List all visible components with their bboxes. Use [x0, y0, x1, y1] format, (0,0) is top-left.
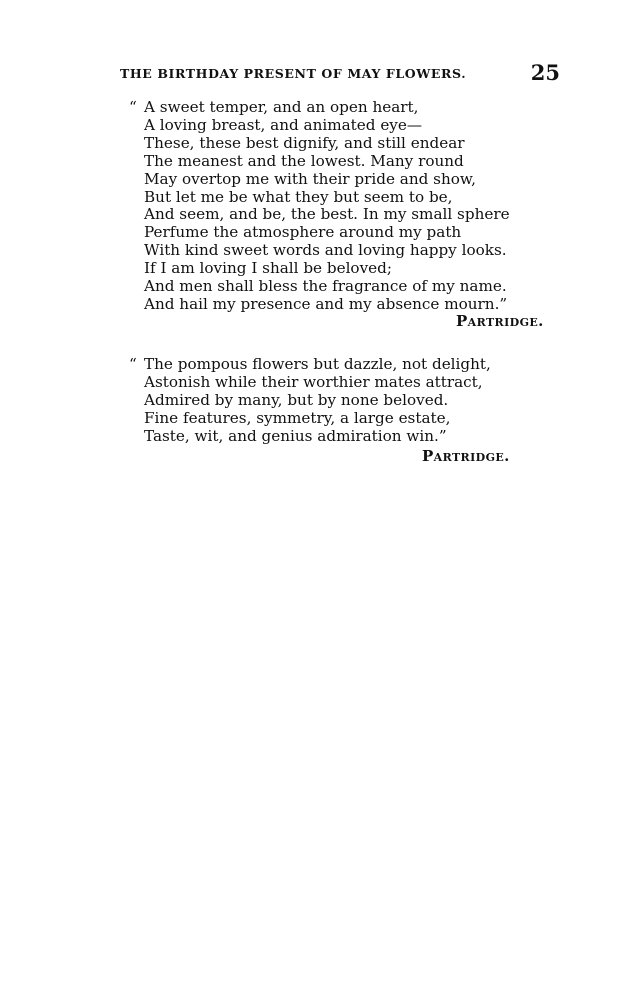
poem-line: Fine features, symmetry, a large estate,: [144, 408, 451, 427]
poem-line-text: A sweet temper, and an open heart,: [144, 98, 419, 116]
open-quote: “: [129, 98, 137, 116]
poem-line: Taste, wit, and genius admiration win.”: [144, 426, 447, 445]
poem-line-text: The pompous flowers but dazzle, not delight,: [144, 355, 491, 373]
poem-line: Perfume the atmosphere around my path: [144, 223, 462, 242]
poem-line: If I am loving I shall be beloved;: [144, 259, 392, 278]
open-quote: “: [129, 355, 137, 373]
poem-line: These, these best dignify, and still endear: [144, 133, 465, 152]
poem-line: [129, 99, 510, 117]
poem-two: [129, 356, 491, 446]
poem-line: And men shall bless the fragrance of my name.: [144, 277, 507, 296]
poem-line: But let me be what they but seem to be,: [144, 187, 453, 206]
poem-line: The meanest and the lowest. Many round: [144, 151, 464, 170]
poem-line: Astonish while their worthier mates attract,: [144, 372, 483, 391]
poem-line: With kind sweet words and loving happy looks.: [144, 241, 507, 260]
poem-one: [129, 99, 510, 314]
page-number: 25: [530, 60, 560, 85]
poem-line: And seem, and be, the best. In my small sphere: [144, 205, 510, 224]
poem-two-attribution: Partridge.: [422, 447, 510, 465]
running-head: [120, 60, 560, 85]
poem-line: Admired by many, but by none beloved.: [144, 390, 449, 409]
poem-line: A loving breast, and animated eye—: [144, 115, 423, 134]
poem-line: And hail my presence and my absence mourn.”: [144, 294, 508, 313]
poem-line: [129, 356, 491, 374]
running-title: THE BIRTHDAY PRESENT OF MAY FLOWERS.: [120, 66, 467, 81]
poem-one-attribution: Partridge.: [456, 312, 544, 330]
poem-line: May overtop me with their pride and show,: [144, 169, 476, 188]
